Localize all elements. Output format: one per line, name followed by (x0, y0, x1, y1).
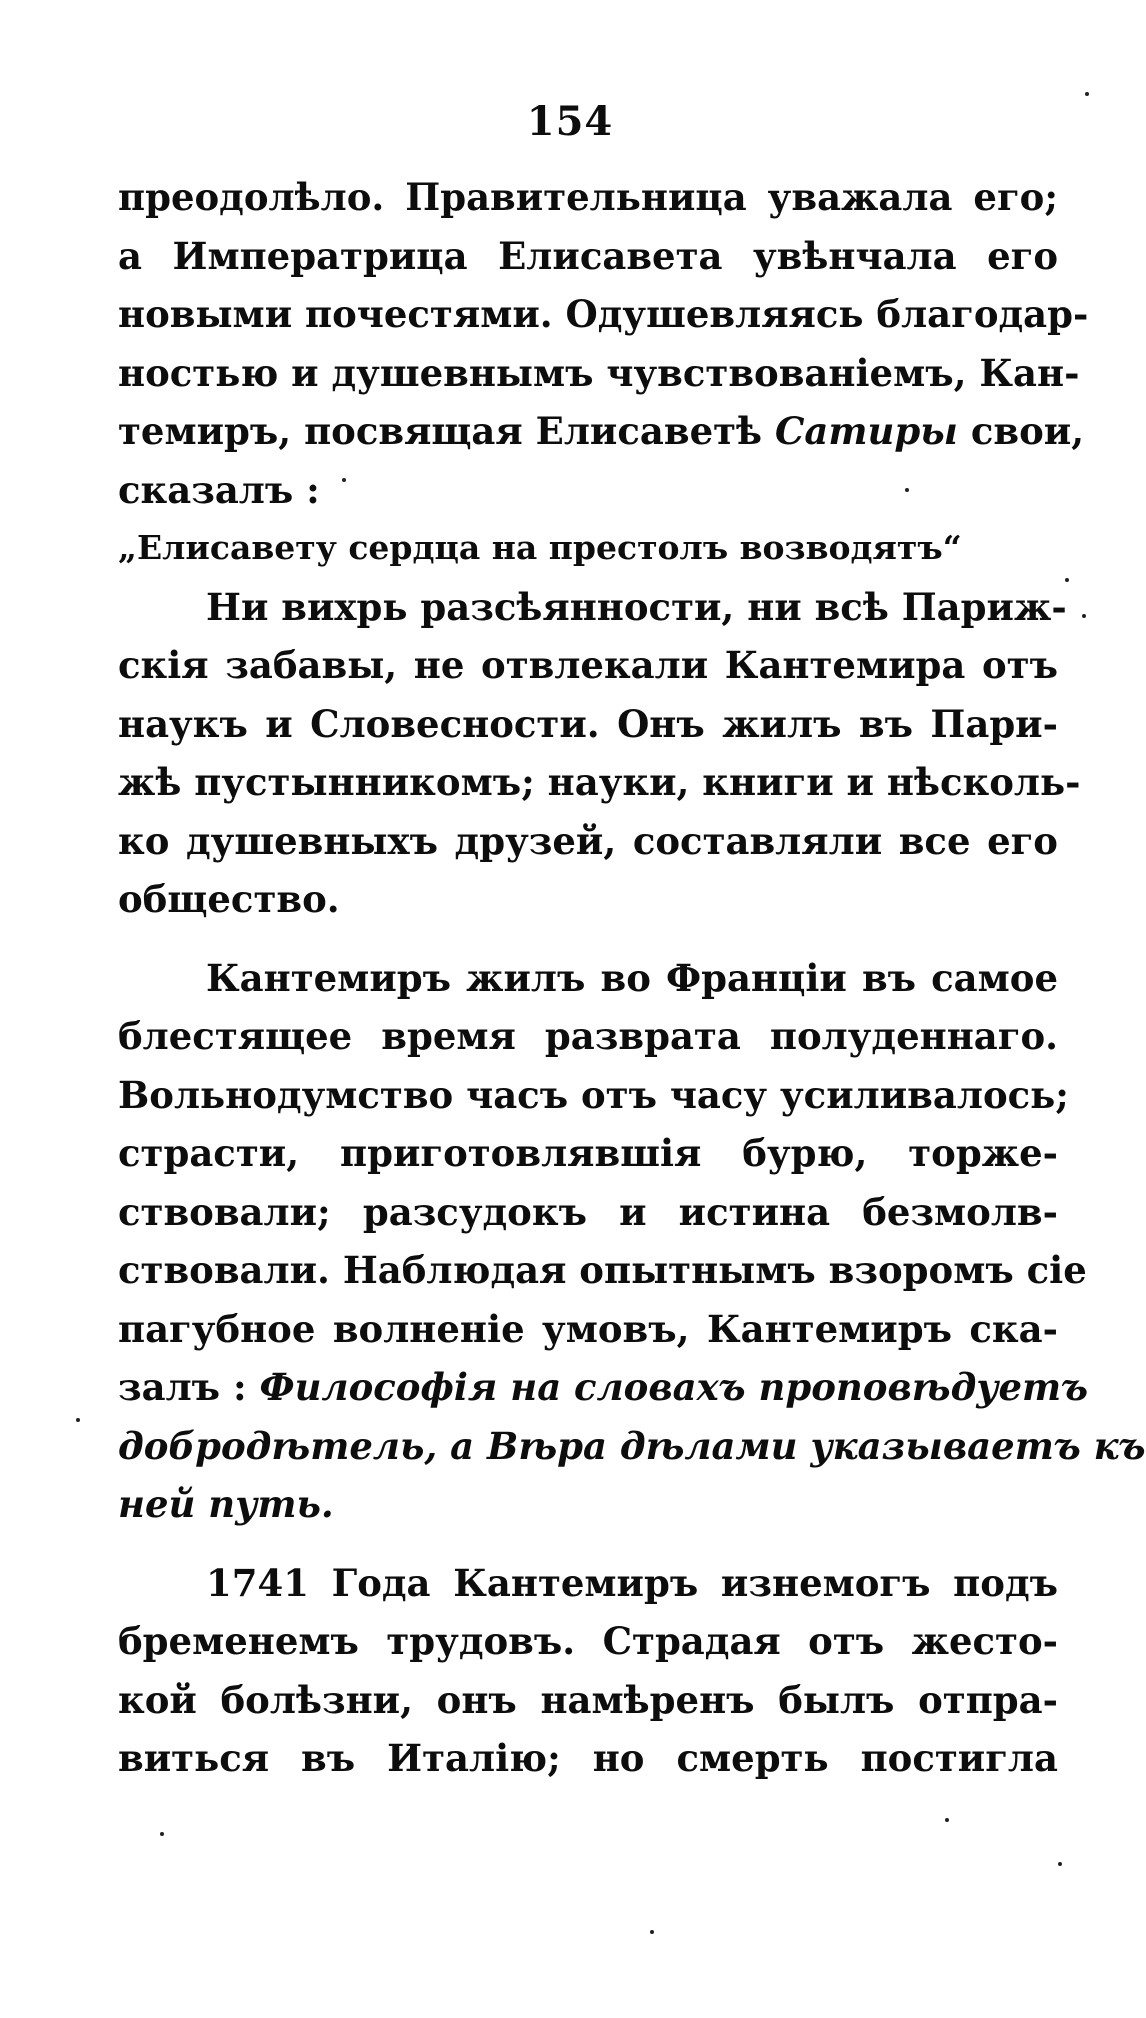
text-line: ко душевныхъ друзей, составляли все его (118, 818, 1058, 863)
text-line: жѣ пустынникомъ; науки, книги и нѣсколь- (118, 760, 1081, 804)
text-line: Кантемиръ жилъ во Франціи въ самое (206, 955, 1058, 1000)
italic-line: добродѣтель, а Вѣра дѣлами указываетъ къ (118, 1423, 1146, 1468)
text-line: наукъ и Словесности. Онъ жилъ въ Пари- (118, 701, 1058, 746)
scan-speck (1065, 578, 1069, 582)
text-line (118, 1358, 1089, 1417)
paragraph-3 (118, 949, 1146, 1534)
text-line: кой болѣзни, онъ намѣренъ былъ отпра- (118, 1677, 1058, 1722)
text-line: а Императрица Елисавета увѣнчала его (118, 233, 1058, 278)
paragraph-gap (118, 929, 1058, 949)
scan-speck (76, 1418, 80, 1422)
body-text (118, 168, 1146, 1788)
scan-speck (342, 478, 346, 482)
text-line: ствовали. Наблюдая опытнымъ взоромъ сіе (118, 1248, 1087, 1292)
text-line: скія забавы, не отвлекали Кантемира отъ (118, 643, 1058, 687)
scan-speck (945, 1818, 949, 1822)
text-line (118, 402, 1085, 461)
text-line: новыми почестями. Одушевляясь благодар- (118, 292, 1089, 336)
paragraph-4 (118, 1554, 1058, 1788)
scan-speck (650, 1930, 654, 1934)
text-line: сказалъ : (118, 467, 320, 512)
text-fragment: свои, (970, 409, 1085, 453)
text-line: ствовали; разсудокъ и истина безмолв- (118, 1189, 1058, 1234)
scan-speck (1082, 614, 1086, 618)
text-fragment: темиръ, посвящая Елисаветѣ (118, 409, 763, 453)
italic-quote: Философія на словахъ проповѣдуетъ (259, 1365, 1089, 1409)
page-number: 154 (526, 98, 614, 145)
text-line: 1741 Года Кантемиръ изнемогъ подъ (206, 1560, 1058, 1605)
scan-speck (1058, 1862, 1062, 1866)
text-line: Вольнодумство часъ отъ часу усиливалось; (118, 1072, 1069, 1117)
italic-line: ней путь. (118, 1482, 334, 1526)
scan-speck (160, 1832, 164, 1836)
text-fragment: залъ : (118, 1365, 247, 1409)
text-line: виться въ Италію; но смерть постигла (118, 1736, 1058, 1780)
paragraph-2 (118, 578, 1081, 929)
scan-speck (1085, 92, 1089, 96)
text-line: ностью и душевнымъ чувствованіемъ, Кан- (118, 350, 1080, 395)
paragraph-1 (118, 168, 1089, 578)
scan-speck (905, 488, 909, 492)
text-line: преодолѣло. Правительница уважала его; (118, 175, 1058, 219)
text-line: общество. (118, 877, 340, 921)
quote-line: „Елисавету сердца на престолъ возводятъ“ (118, 528, 962, 567)
text-line: пагубное волненіе умовъ, Кантемиръ ска- (118, 1306, 1058, 1351)
text-line: Ни вихрь разсѣянности, ни всѣ Париж- (206, 584, 1067, 629)
text-line: блестящее время разврата полуденнаго. (118, 1014, 1058, 1058)
paragraph-gap (118, 1534, 1058, 1554)
text-line: страсти, приготовлявшія бурю, торже- (118, 1131, 1058, 1175)
italic-title: Сатиры (774, 409, 958, 453)
text-line: бременемъ трудовъ. Страдая отъ жесто- (118, 1619, 1058, 1663)
